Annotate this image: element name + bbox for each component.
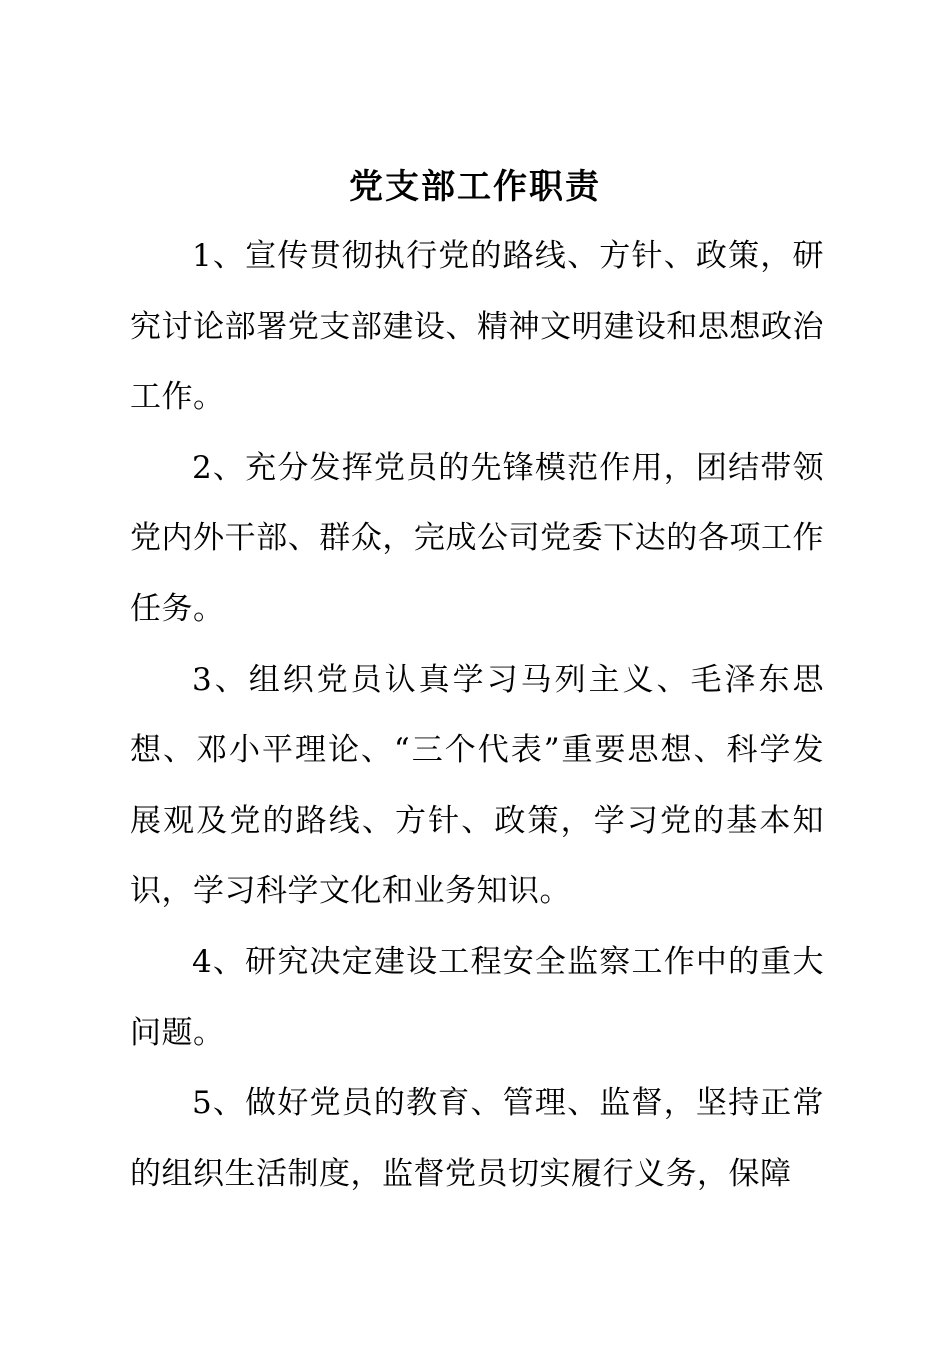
document-title: 党支部工作职责: [349, 167, 601, 207]
document-body: [130, 221, 824, 1209]
paragraph-5: 5、做好党员的教育、管理、监督，坚持正常的组织生活制度，监督党员切实履行义务，保障: [130, 1085, 824, 1192]
paragraph-4: 4、研究决定建设工程安全监察工作中的重大问题。: [130, 943, 824, 1051]
paragraph-1: 1、宣传贯彻执行党的路线、方针、政策，研究讨论部署党支部建设、精神文明建设和思想政治工作。: [130, 238, 824, 416]
paragraph-3: 3、组织党员认真学习马列主义、毛泽东思想、邓小平理论、“三个代表”重要思想、科学发展观及党的路线、方针、政策，学习党的基本知识，学习科学文化和业务知识。: [130, 661, 824, 910]
paragraph-2: 2、充分发挥党员的先锋模范作用，团结带领党内外干部、群众，完成公司党委下达的各项工作任务。: [130, 449, 824, 627]
